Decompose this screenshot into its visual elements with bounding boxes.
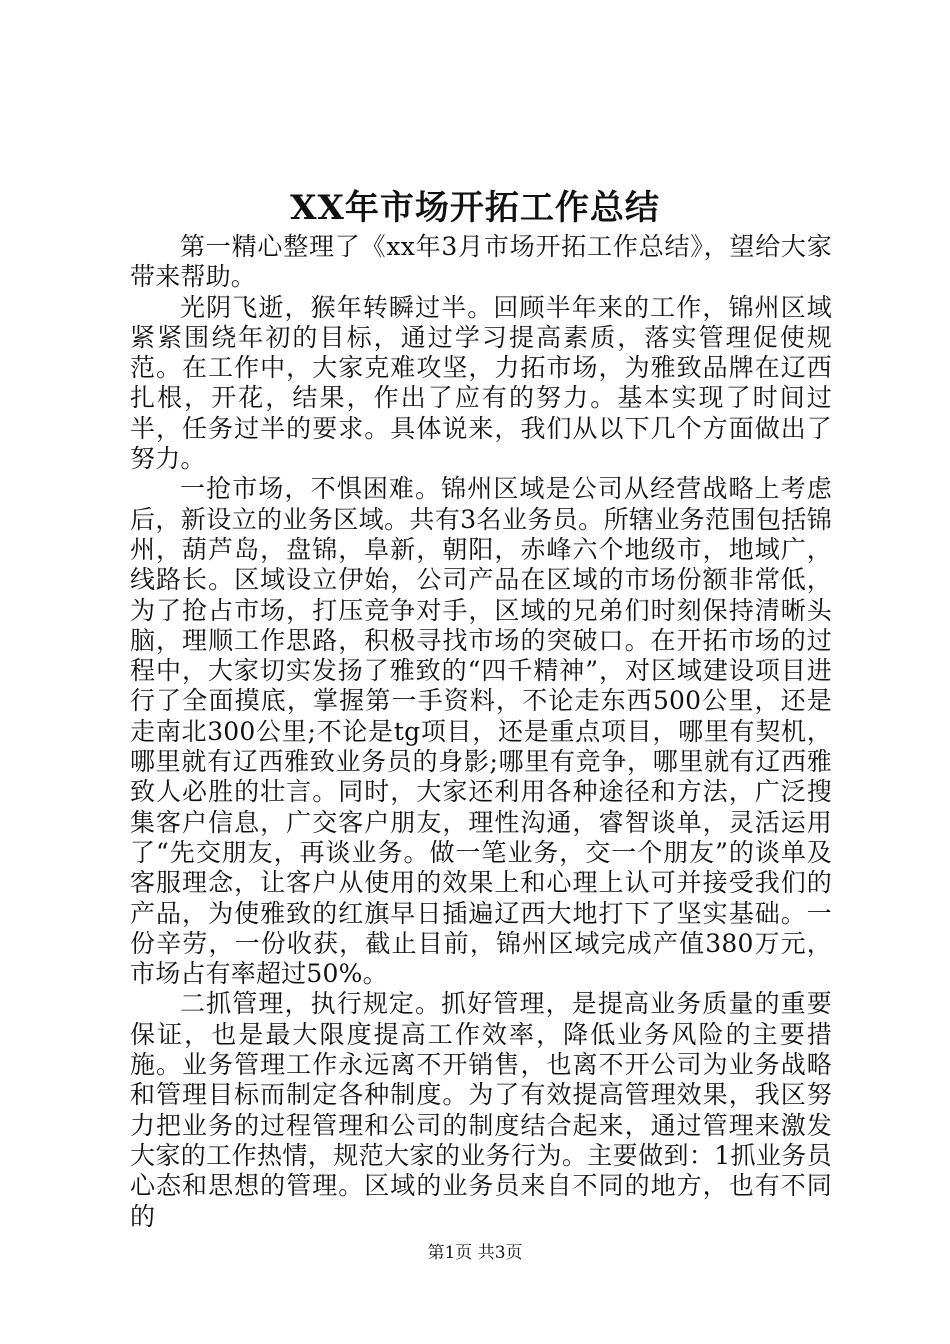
paragraph-market: 一抢市场，不惧困难。锦州区域是公司从经营战略上考虑后，新设立的业务区域。共有3名业务员。所辖业务范围包括锦州，葫芦岛，盘锦，阜新，朝阳，赤峰六个地级市，地域广，线路长。区域设立伊始，公司产品在区域的市场份额非常低，为了抢占市场，打压竞争对手，区域的兄弟们时刻保持清晰头脑，理顺工作思路，积极寻找市场的突破口。在开拓市场的过程中，大家切实发扬了雅致的“四千精神”，对区域建设项目进行了全面摸底，掌握第一手资料，不论走东西500公里，还是走南北300公里;不论是tg项目，还是重点项目，哪里有契机，哪里就有辽西雅致业务员的身影;哪里有竞争，哪里就有辽西雅致人必胜的壮言。同时，大家还利用各种途径和方法，广泛搜集客户信息，广交客户朋友，理性沟通，睿智谈单，灵活运用了“先交朋友，再谈业务。做一笔业务，交一个朋友”的谈单及客服理念，让客户从使用的效果上和心理上认可并接受我们的产品，为使雅致的红旗早日插遍辽西大地打下了坚实基础。一份辛劳，一份收获，截止目前，锦州区域完成产值380万元，市场占有率超过50%。 [130, 474, 832, 989]
paragraph-overview: 光阴飞逝，猴年转瞬过半。回顾半年来的工作，锦州区域紧紧围绕年初的目标，通过学习提高素质，落实管理促使规范。在工作中，大家克难攻坚，力拓市场，为雅致品牌在辽西扎根，开花，结果，作出了应有的努力。基本实现了时间过半，任务过半的要求。具体说来，我们从以下几个方面做出了努力。 [130, 292, 832, 474]
document-body [130, 232, 832, 1232]
paragraph-management: 二抓管理，执行规定。抓好管理，是提高业务质量的重要保证，也是最大限度提高工作效率，降低业务风险的主要措施。业务管理工作永远离不开销售，也离不开公司为业务战略和管理目标而制定各种制度。为了有效提高管理效果，我区努力把业务的过程管理和公司的制度结合起来，通过管理来激发大家的工作热情，规范大家的业务行为。主要做到：1抓业务员心态和思想的管理。区域的业务员来自不同的地方，也有不同的 [130, 989, 832, 1231]
paragraph-intro: 第一精心整理了《xx年3月市场开拓工作总结》，望给大家带来帮助。 [130, 232, 832, 292]
document-title: XX年市场开拓工作总结 [290, 188, 660, 228]
page-number-footer: 第1页 共3页 [427, 1243, 523, 1263]
